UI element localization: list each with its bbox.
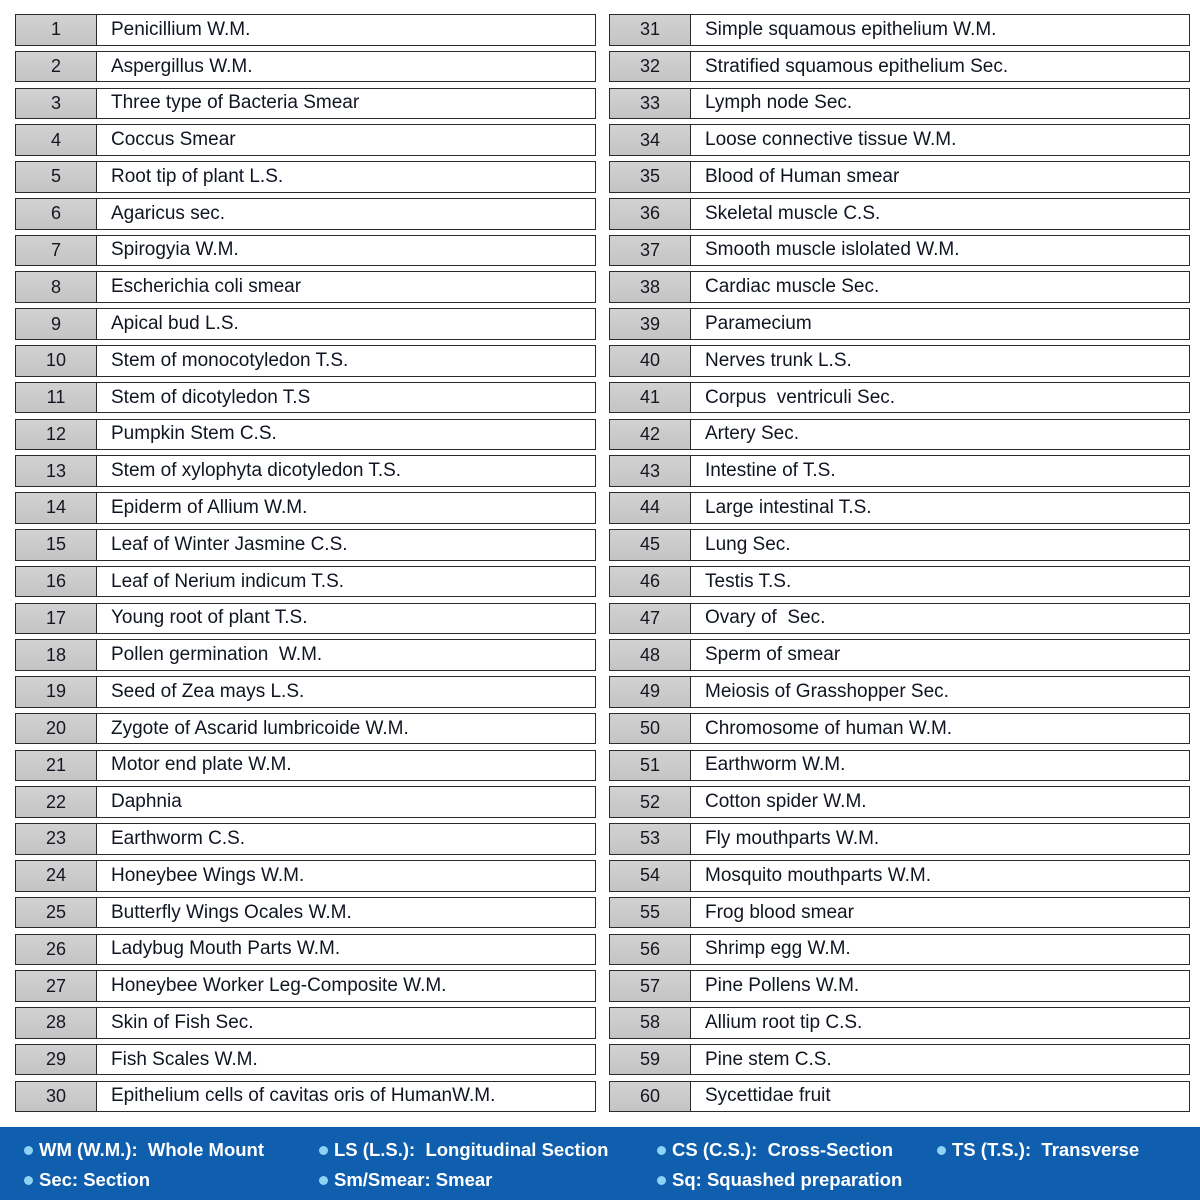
- row-number-cell: 49: [609, 676, 691, 708]
- table-row: [609, 235, 1190, 267]
- row-number-cell: 18: [15, 639, 97, 671]
- row-number-cell: 34: [609, 124, 691, 156]
- row-number-cell: 14: [15, 492, 97, 524]
- legend-text: Sq: Squashed preparation: [672, 1169, 903, 1190]
- row-number-cell: 31: [609, 14, 691, 46]
- row-number-cell: 38: [609, 271, 691, 303]
- specimen-label-cell: Testis T.S.: [690, 566, 1190, 598]
- table-row: [609, 1007, 1190, 1039]
- specimen-label-cell: Corpus ventriculi Sec.: [690, 382, 1190, 414]
- legend-item: [319, 1139, 657, 1161]
- specimen-label-cell: Paramecium: [690, 308, 1190, 340]
- specimen-label-cell: Earthworm W.M.: [690, 750, 1190, 782]
- legend-text: TS (T.S.): Transverse: [952, 1139, 1140, 1160]
- specimen-table: [15, 14, 1190, 1112]
- specimen-label-cell: Agaricus sec.: [96, 198, 596, 230]
- specimen-label-cell: Allium root tip C.S.: [690, 1007, 1190, 1039]
- table-row: [609, 823, 1190, 855]
- specimen-label-cell: Cardiac muscle Sec.: [690, 271, 1190, 303]
- bullet-icon: [657, 1146, 666, 1155]
- row-number-cell: 45: [609, 529, 691, 561]
- row-number-cell: 7: [15, 235, 97, 267]
- table-row: [15, 1044, 596, 1076]
- table-row: [609, 419, 1190, 451]
- table-row: [609, 970, 1190, 1002]
- row-number-cell: 5: [15, 161, 97, 193]
- row-number-cell: 56: [609, 934, 691, 966]
- specimen-label-cell: Fly mouthparts W.M.: [690, 823, 1190, 855]
- legend-item: [319, 1169, 657, 1191]
- specimen-label-cell: Frog blood smear: [690, 897, 1190, 929]
- specimen-label-cell: Apical bud L.S.: [96, 308, 596, 340]
- specimen-label-cell: Escherichia coli smear: [96, 271, 596, 303]
- table-row: [15, 14, 596, 46]
- table-row: [609, 566, 1190, 598]
- row-number-cell: 36: [609, 198, 691, 230]
- table-row: [15, 750, 596, 782]
- legend-text: CS (C.S.): Cross-Section: [672, 1139, 893, 1160]
- row-number-cell: 17: [15, 603, 97, 635]
- specimen-label-cell: Young root of plant T.S.: [96, 603, 596, 635]
- row-number-cell: 1: [15, 14, 97, 46]
- row-number-cell: 35: [609, 161, 691, 193]
- table-row: [15, 455, 596, 487]
- specimen-label-cell: Pine stem C.S.: [690, 1044, 1190, 1076]
- legend-text: Sm/Smear: Smear: [334, 1169, 493, 1190]
- row-number-cell: 42: [609, 419, 691, 451]
- row-number-cell: 50: [609, 713, 691, 745]
- table-row: [609, 382, 1190, 414]
- row-number-cell: 37: [609, 235, 691, 267]
- specimen-label-cell: Meiosis of Grasshopper Sec.: [690, 676, 1190, 708]
- specimen-label-cell: Honeybee Wings W.M.: [96, 860, 596, 892]
- specimen-label-cell: Epiderm of Allium W.M.: [96, 492, 596, 524]
- table-column-left: [15, 14, 596, 1112]
- specimen-label-cell: Artery Sec.: [690, 419, 1190, 451]
- specimen-label-cell: Blood of Human smear: [690, 161, 1190, 193]
- legend-item: [657, 1169, 937, 1191]
- specimen-label-cell: Skin of Fish Sec.: [96, 1007, 596, 1039]
- specimen-label-cell: Ladybug Mouth Parts W.M.: [96, 934, 596, 966]
- table-row: [15, 161, 596, 193]
- row-number-cell: 54: [609, 860, 691, 892]
- table-row: [15, 1081, 596, 1113]
- abbreviation-legend-footer: [0, 1127, 1200, 1200]
- table-row: [15, 308, 596, 340]
- row-number-cell: 20: [15, 713, 97, 745]
- specimen-label-cell: Shrimp egg W.M.: [690, 934, 1190, 966]
- table-row: [15, 345, 596, 377]
- row-number-cell: 33: [609, 88, 691, 120]
- row-number-cell: 25: [15, 897, 97, 929]
- bullet-icon: [319, 1176, 328, 1185]
- table-row: [609, 345, 1190, 377]
- table-row: [609, 308, 1190, 340]
- bullet-icon: [657, 1176, 666, 1185]
- bullet-icon: [24, 1146, 33, 1155]
- specimen-label-cell: Pine Pollens W.M.: [690, 970, 1190, 1002]
- specimen-label-cell: Zygote of Ascarid lumbricoide W.M.: [96, 713, 596, 745]
- table-row: [15, 639, 596, 671]
- specimen-label-cell: Coccus Smear: [96, 124, 596, 156]
- specimen-label-cell: Pumpkin Stem C.S.: [96, 419, 596, 451]
- legend-text: WM (W.M.): Whole Mount: [39, 1139, 265, 1160]
- specimen-label-cell: Stem of dicotyledon T.S: [96, 382, 596, 414]
- specimen-label-cell: Motor end plate W.M.: [96, 750, 596, 782]
- table-row: [15, 603, 596, 635]
- specimen-label-cell: Aspergillus W.M.: [96, 51, 596, 83]
- table-row: [15, 934, 596, 966]
- table-column-right: [609, 14, 1190, 1112]
- specimen-label-cell: Root tip of plant L.S.: [96, 161, 596, 193]
- specimen-label-cell: Three type of Bacteria Smear: [96, 88, 596, 120]
- row-number-cell: 13: [15, 455, 97, 487]
- table-row: [15, 1007, 596, 1039]
- row-number-cell: 2: [15, 51, 97, 83]
- row-number-cell: 53: [609, 823, 691, 855]
- row-number-cell: 32: [609, 51, 691, 83]
- table-row: [609, 786, 1190, 818]
- table-row: [609, 198, 1190, 230]
- table-row: [609, 639, 1190, 671]
- legend-item: [657, 1139, 937, 1161]
- row-number-cell: 10: [15, 345, 97, 377]
- row-number-cell: 12: [15, 419, 97, 451]
- legend-item: [24, 1169, 319, 1191]
- row-number-cell: 28: [15, 1007, 97, 1039]
- specimen-label-cell: Pollen germination W.M.: [96, 639, 596, 671]
- row-number-cell: 57: [609, 970, 691, 1002]
- table-row: [609, 713, 1190, 745]
- specimen-label-cell: Cotton spider W.M.: [690, 786, 1190, 818]
- table-row: [15, 51, 596, 83]
- specimen-label-cell: Intestine of T.S.: [690, 455, 1190, 487]
- row-number-cell: 43: [609, 455, 691, 487]
- table-row: [609, 529, 1190, 561]
- table-row: [609, 161, 1190, 193]
- table-row: [609, 1044, 1190, 1076]
- table-row: [609, 860, 1190, 892]
- specimen-label-cell: Mosquito mouthparts W.M.: [690, 860, 1190, 892]
- row-number-cell: 16: [15, 566, 97, 598]
- row-number-cell: 40: [609, 345, 691, 377]
- table-row: [15, 676, 596, 708]
- row-number-cell: 58: [609, 1007, 691, 1039]
- specimen-label-cell: Stratified squamous epithelium Sec.: [690, 51, 1190, 83]
- bullet-icon: [24, 1176, 33, 1185]
- row-number-cell: 55: [609, 897, 691, 929]
- row-number-cell: 9: [15, 308, 97, 340]
- table-row: [15, 860, 596, 892]
- row-number-cell: 22: [15, 786, 97, 818]
- specimen-label-cell: Nerves trunk L.S.: [690, 345, 1190, 377]
- specimen-label-cell: Lymph node Sec.: [690, 88, 1190, 120]
- specimen-label-cell: Sperm of smear: [690, 639, 1190, 671]
- table-row: [15, 88, 596, 120]
- specimen-label-cell: Simple squamous epithelium W.M.: [690, 14, 1190, 46]
- table-row: [15, 566, 596, 598]
- row-number-cell: 46: [609, 566, 691, 598]
- table-row: [609, 271, 1190, 303]
- table-row: [609, 897, 1190, 929]
- row-number-cell: 19: [15, 676, 97, 708]
- table-row: [609, 492, 1190, 524]
- row-number-cell: 44: [609, 492, 691, 524]
- row-number-cell: 6: [15, 198, 97, 230]
- specimen-label-cell: Epithelium cells of cavitas oris of HumanW.M.: [96, 1081, 596, 1113]
- table-row: [15, 492, 596, 524]
- row-number-cell: 26: [15, 934, 97, 966]
- specimen-label-cell: Fish Scales W.M.: [96, 1044, 596, 1076]
- row-number-cell: 23: [15, 823, 97, 855]
- table-row: [609, 603, 1190, 635]
- table-row: [15, 235, 596, 267]
- specimen-label-cell: Butterfly Wings Ocales W.M.: [96, 897, 596, 929]
- row-number-cell: 39: [609, 308, 691, 340]
- legend-item: [24, 1139, 319, 1161]
- table-row: [609, 1081, 1190, 1113]
- specimen-label-cell: Honeybee Worker Leg-Composite W.M.: [96, 970, 596, 1002]
- table-row: [15, 419, 596, 451]
- row-number-cell: 3: [15, 88, 97, 120]
- table-row: [15, 382, 596, 414]
- specimen-label-cell: Earthworm C.S.: [96, 823, 596, 855]
- table-row: [609, 14, 1190, 46]
- table-row: [15, 823, 596, 855]
- table-row: [15, 713, 596, 745]
- table-row: [609, 455, 1190, 487]
- specimen-label-cell: Spirogyia W.M.: [96, 235, 596, 267]
- specimen-label-cell: Seed of Zea mays L.S.: [96, 676, 596, 708]
- specimen-label-cell: Stem of monocotyledon T.S.: [96, 345, 596, 377]
- specimen-label-cell: Smooth muscle islolated W.M.: [690, 235, 1190, 267]
- legend-text: LS (L.S.): Longitudinal Section: [334, 1139, 609, 1160]
- bullet-icon: [937, 1146, 946, 1155]
- specimen-label-cell: Stem of xylophyta dicotyledon T.S.: [96, 455, 596, 487]
- row-number-cell: 52: [609, 786, 691, 818]
- specimen-label-cell: Lung Sec.: [690, 529, 1190, 561]
- table-row: [609, 88, 1190, 120]
- row-number-cell: 27: [15, 970, 97, 1002]
- row-number-cell: 8: [15, 271, 97, 303]
- row-number-cell: 11: [15, 382, 97, 414]
- specimen-label-cell: Penicillium W.M.: [96, 14, 596, 46]
- legend-row-2: [24, 1165, 1200, 1195]
- row-number-cell: 30: [15, 1081, 97, 1113]
- specimen-label-cell: Skeletal muscle C.S.: [690, 198, 1190, 230]
- row-number-cell: 41: [609, 382, 691, 414]
- legend-row-1: [24, 1135, 1200, 1165]
- specimen-label-cell: Chromosome of human W.M.: [690, 713, 1190, 745]
- row-number-cell: 48: [609, 639, 691, 671]
- legend-item: [937, 1139, 1200, 1161]
- table-row: [15, 897, 596, 929]
- table-row: [609, 676, 1190, 708]
- table-row: [609, 124, 1190, 156]
- specimen-label-cell: Large intestinal T.S.: [690, 492, 1190, 524]
- legend-text: Sec: Section: [39, 1169, 151, 1190]
- table-row: [15, 529, 596, 561]
- table-row: [15, 970, 596, 1002]
- specimen-label-cell: Sycettidae fruit: [690, 1081, 1190, 1113]
- specimen-label-cell: Ovary of Sec.: [690, 603, 1190, 635]
- row-number-cell: 29: [15, 1044, 97, 1076]
- table-row: [609, 750, 1190, 782]
- specimen-label-cell: Daphnia: [96, 786, 596, 818]
- specimen-label-cell: Leaf of Nerium indicum T.S.: [96, 566, 596, 598]
- table-row: [15, 198, 596, 230]
- row-number-cell: 47: [609, 603, 691, 635]
- row-number-cell: 59: [609, 1044, 691, 1076]
- specimen-label-cell: Leaf of Winter Jasmine C.S.: [96, 529, 596, 561]
- row-number-cell: 4: [15, 124, 97, 156]
- row-number-cell: 60: [609, 1081, 691, 1113]
- table-row: [609, 934, 1190, 966]
- table-row: [15, 786, 596, 818]
- row-number-cell: 15: [15, 529, 97, 561]
- table-row: [609, 51, 1190, 83]
- row-number-cell: 21: [15, 750, 97, 782]
- table-row: [15, 124, 596, 156]
- row-number-cell: 51: [609, 750, 691, 782]
- bullet-icon: [319, 1146, 328, 1155]
- row-number-cell: 24: [15, 860, 97, 892]
- specimen-label-cell: Loose connective tissue W.M.: [690, 124, 1190, 156]
- table-row: [15, 271, 596, 303]
